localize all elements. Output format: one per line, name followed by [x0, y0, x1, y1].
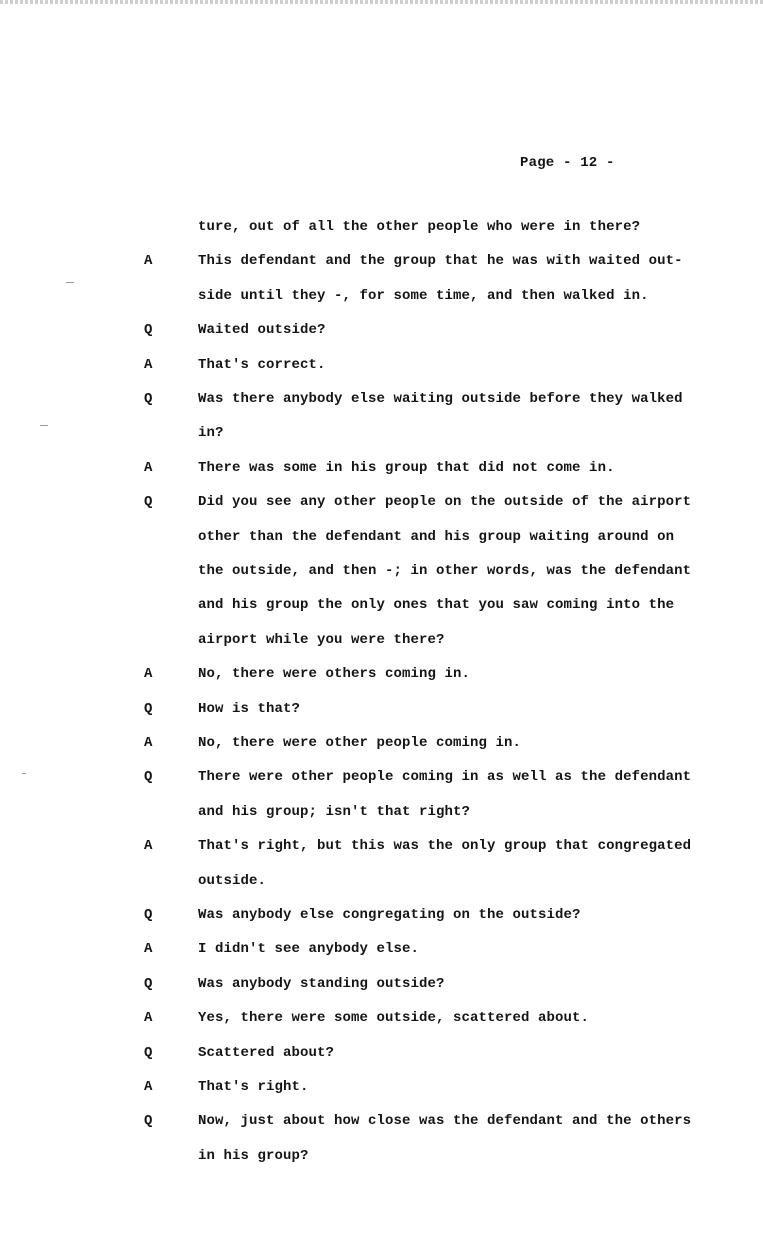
transcript-line: No, there were others coming in.: [198, 666, 471, 683]
speaker-label: Q: [144, 769, 153, 786]
transcript-line: in?: [198, 425, 224, 442]
transcript-line: in his group?: [198, 1147, 309, 1164]
transcript-line: the outside, and then -; in other words, was the defendant: [198, 563, 692, 579]
transcript-line: This defendant and the group that he was with waited out-: [198, 253, 683, 270]
scan-mark: [22, 773, 26, 774]
transcript-line: There were other people coming in as well as the defendant: [198, 769, 692, 786]
speaker-label: A: [144, 735, 153, 751]
speaker-label: A: [144, 666, 153, 683]
speaker-label: A: [144, 1079, 153, 1095]
speaker-label: Q: [144, 1044, 153, 1061]
transcript-line: How is that?: [198, 700, 301, 717]
speaker-label: Q: [144, 1113, 153, 1130]
transcript-line: That's right.: [198, 1079, 309, 1095]
transcript-line: Did you see any other people on the outside of the airport: [198, 494, 692, 511]
speaker-label: A: [144, 1010, 153, 1027]
transcript-line: Was anybody else congregating on the outside?: [198, 907, 581, 923]
speaker-label: Q: [144, 700, 153, 717]
transcript-line: There was some in his group that did not come in.: [198, 459, 615, 476]
speaker-label: Q: [144, 494, 153, 511]
transcript-line: I didn't see anybody else.: [198, 941, 420, 958]
transcript-line: That's right, but this was the only group that congregated: [198, 838, 692, 855]
speaker-label: A: [144, 356, 153, 373]
transcript-line: Scattered about?: [198, 1044, 335, 1061]
scan-mark: [40, 425, 48, 426]
transcript-line: side until they -, for some time, and then walked in.: [198, 287, 649, 304]
speaker-label: Q: [144, 322, 153, 339]
transcript-line: airport while you were there?: [198, 631, 445, 648]
transcript-line: and his group; isn't that right?: [198, 803, 471, 820]
transcript-line: Yes, there were some outside, scattered about.: [198, 1010, 590, 1027]
speaker-label: A: [144, 941, 153, 958]
transcript-line: Was anybody standing outside?: [198, 975, 445, 992]
speaker-label: A: [144, 253, 153, 270]
speaker-label: Q: [144, 391, 153, 407]
transcript-line: outside.: [198, 872, 267, 889]
transcript-line: That's correct.: [198, 356, 326, 373]
transcript-line: Now, just about how close was the defendant and the others: [198, 1113, 692, 1130]
transcript-line: and his group the only ones that you saw coming into the: [198, 597, 675, 614]
transcript-line: other than the defendant and his group waiting around on: [198, 528, 675, 545]
speaker-label: A: [144, 459, 153, 476]
speaker-label: Q: [144, 975, 153, 992]
page-number: Page - 12 -: [520, 155, 615, 171]
transcript-line: No, there were other people coming in.: [198, 735, 522, 751]
scan-mark: [66, 282, 74, 283]
transcript-line: Waited outside?: [198, 322, 326, 339]
transcript-line: Was there anybody else waiting outside before they walked: [198, 391, 683, 407]
transcript-line: ture, out of all the other people who were in there?: [198, 219, 641, 235]
speaker-label: Q: [144, 907, 153, 923]
speaker-label: A: [144, 838, 153, 855]
